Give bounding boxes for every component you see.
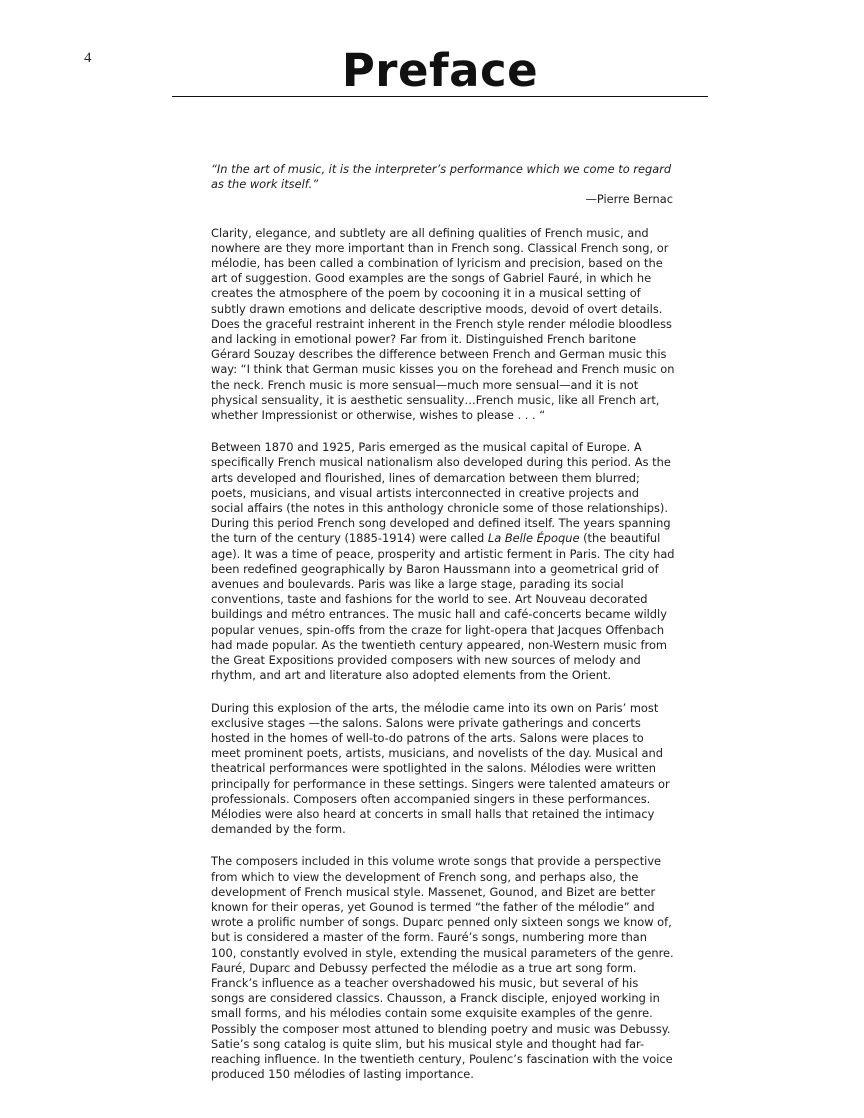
- italic-title-belle-epoque: La Belle Époque: [487, 531, 580, 546]
- epigraph-attribution: —Pierre Bernac: [585, 192, 673, 207]
- paragraph-french-music-qualities: Clarity, elegance, and subtlety are all defining qualities of French music, and nowhere are they more important than in French song. Classical French song, or mélodie, has been called a combination of lyricism and precision, based on the art of suggestion. Good examples are the songs of Gabriel Fauré, in which he creates the atmosphere of the poem by cocooning it in a musical setting of subtly drawn emotions and delicate descriptive moods, devoid of overt details. Does the graceful restraint inherent in the French style render mélodie bloodless and lacking in emotional power? Far from it. Distinguished French baritone Gérard Souzay describes the difference between French and German music this way: “I think that German music kisses you on the forehead and French music on the neck. French music is more sensual—much more sensual—and it is not physical sensuality, it is aesthetic sensuality…French music, like all French art, whether Impressionist or otherwise, wishes to please . . . “: [211, 225, 675, 423]
- preface-body: [211, 162, 675, 1099]
- paragraph-text: (the beautiful age). It was a time of peace, prosperity and artistic ferment in Paris. The city had been redefined geographically by Baron Haussmann into a geometrical grid of avenues and boulevards. Paris was like a large stage, parading its social conventions, taste and fashions for the world to see. Art Nouveau decorated buildings and métro entrances. The music hall and café-concerts became wildly popular venues, spin-offs from the craze for light-opera that Jacques Offenbach had made popular. As the twentieth century appeared, non-Western music from the Great Expositions provided composers with new sources of melody and rhythm, and art and literature also adopted elements from the Orient.: [211, 531, 675, 683]
- title-underline-rule: [172, 96, 708, 97]
- page-title: Preface: [341, 44, 539, 97]
- paragraph-paris-musical-capital: [211, 440, 675, 683]
- paragraph-salons: During this explosion of the arts, the mélodie came into its own on Paris’ most exclusive stages —the salons. Salons were private gatherings and concerts hosted in the homes of well-to-do patrons of the arts. Salons were places to meet prominent poets, artists, musicians, and novelists of the day. Musical and theatrical performances were spotlighted in the salons. Mélodies were written principally for performance in these settings. Singers were talented amateurs or professionals. Composers often accompanied singers in these performances. Mélodies were also heard at concerts in small halls that retained the intimacy demanded by the form.: [211, 700, 670, 837]
- paragraph-composers: The composers included in this volume wrote songs that provide a perspective from which to view the development of French song, and perhaps also, the development of French musical style. Massenet, Gounod, and Bizet are better known for their operas, yet Gounod is termed “the father of the mélodie” and wrote a prolific number of songs. Duparc penned only sixteen songs we know of, but is considered a master of the form. Fauré’s songs, numbering more than 100, constantly evolved in style, extending the musical parameters of the genre. Fauré, Duparc and Debussy perfected the mélodie as a true art song form. Franck’s influence as a teacher overshadowed his music, but several of his songs are considered classics. Chausson, a Franck disciple, enjoyed working in small forms, and his mélodies contain some exquisite examples of the genre. Possibly the composer most attuned to blending poetry and music was Debussy. Satie’s song catalog is quite slim, but his musical style and thought had far-reaching influence. In the twentieth century, Poulenc’s fascination with the voice produced 150 mélodies of lasting importance.: [211, 854, 674, 1082]
- page-number: 4: [84, 50, 92, 66]
- epigraph-quote: “In the art of music, it is the interpreter’s performance which we come to regard as the work itself.”: [211, 162, 672, 192]
- paragraph-text: Between 1870 and 1925, Paris emerged as the musical capital of Europe. A specifically French musical nationalism also developed during this period. As the arts developed and flourished, lines of demarcation between them blurred; poets, musicians, and visual artists interconnected in creative projects and social affairs (the notes in this anthology chronicle some of those relationships). During this period French song developed and defined itself. The years spanning the turn of the century (1885-1914) were called: [211, 440, 671, 546]
